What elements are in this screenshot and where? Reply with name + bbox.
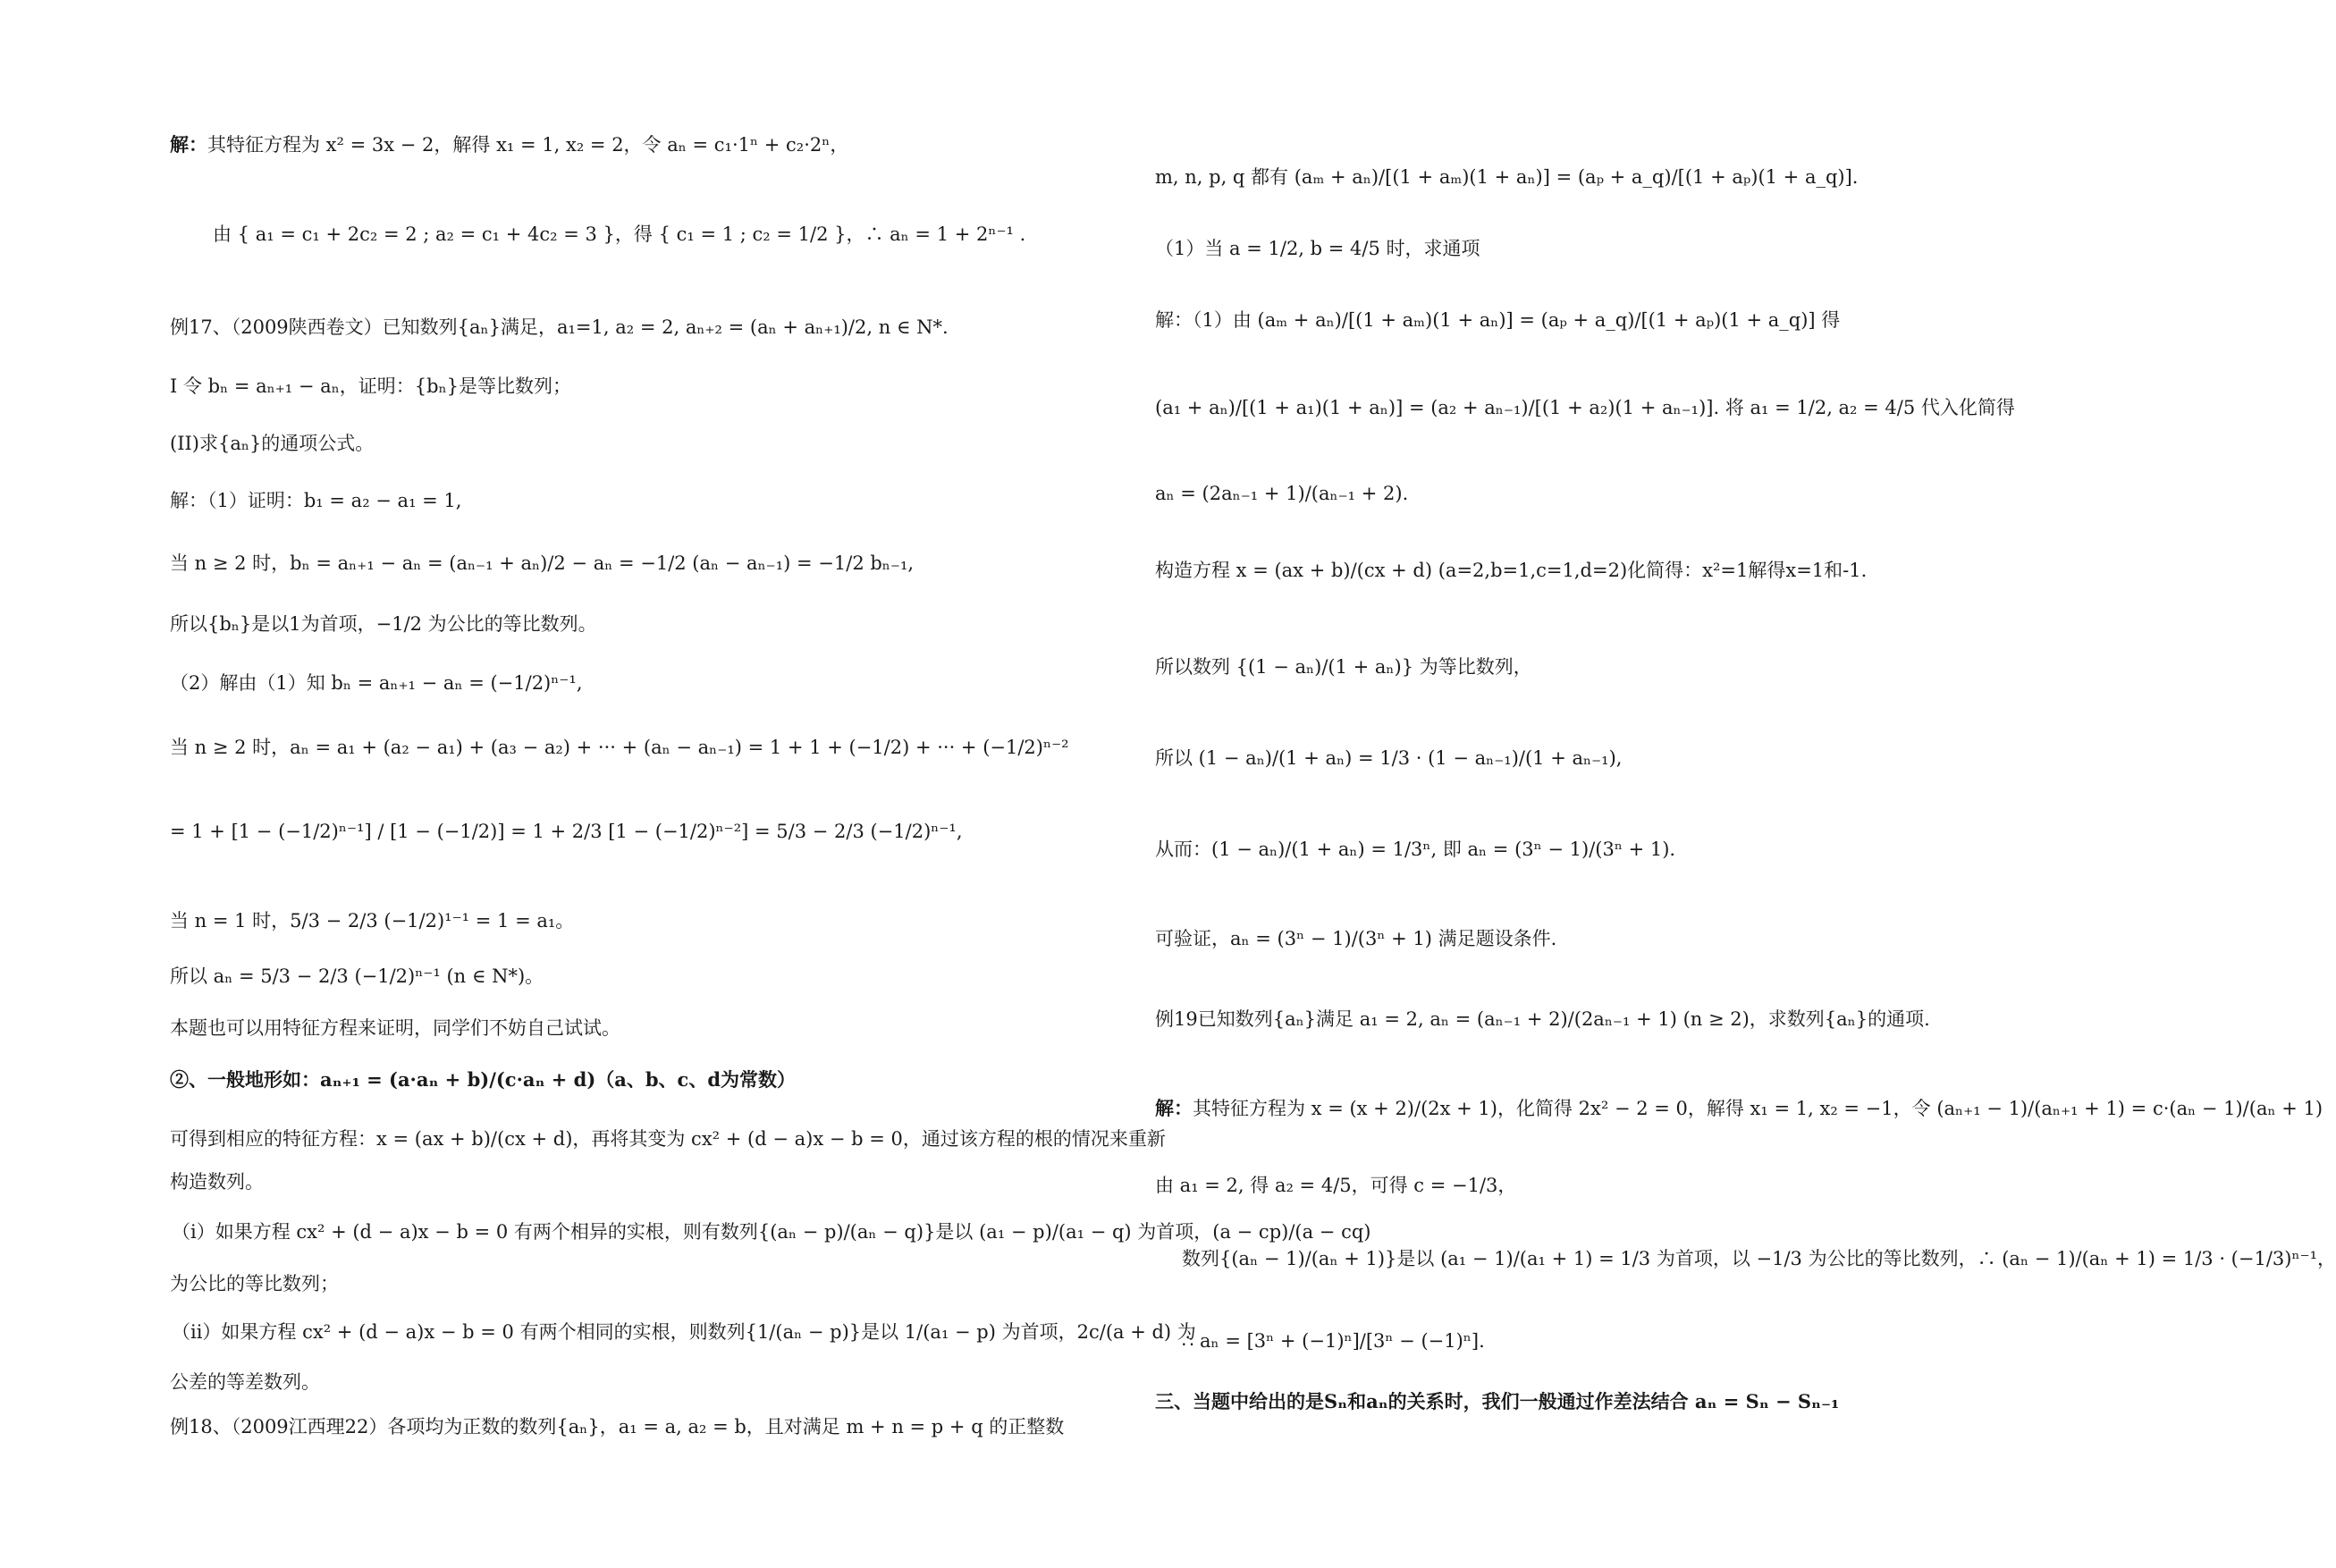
left-line-3: 例17、（2009陕西卷文）已知数列{aₙ}满足，a₁=1, a₂ = 2, aₙ₊₂ = (aₙ + aₙ₊₁)/2, n ∈ N*. xyxy=(170,316,949,338)
right-line-7: 所以数列 {(1 − aₙ)/(1 + aₙ)} 为等比数列， xyxy=(1155,656,1532,678)
left-line-22: 例18、（2009江西理22）各项均为正数的数列{aₙ}，a₁ = a, a₂ = b，且对满足 m + n = p + q 的正整数 xyxy=(170,1416,1065,1437)
right-line-4: (a₁ + aₙ)/[(1 + a₁)(1 + aₙ)] = (a₂ + aₙ₋₁)/[(1 + a₂)(1 + aₙ₋₁)]. 将 a₁ = 1/2, a₂ = 4/5 代入化简得 xyxy=(1155,397,2015,418)
left-line-16: 可得到相应的特征方程：x = (ax + b)/(cx + d)，再将其变为 cx² + (d − a)x − b = 0，通过该方程的根的情况来重新 xyxy=(170,1128,1166,1150)
left-line-20: （ii）如果方程 cx² + (d − a)x − b = 0 有两个相同的实根，则数列{1/(aₙ − p)}是以 1/(a₁ − p) 为首项，2c/(a + d) 为 xyxy=(172,1321,1196,1343)
right-line-10: 可验证，aₙ = (3ⁿ − 1)/(3ⁿ + 1) 满足题设条件. xyxy=(1155,928,1557,949)
left-line-17: 构造数列。 xyxy=(170,1171,264,1193)
left-line-4: Ⅰ 令 bₙ = aₙ₊₁ − aₙ，证明：{bₙ}是等比数列； xyxy=(170,375,572,397)
right-column xyxy=(1155,0,2336,1568)
right-line-5: aₙ = (2aₙ₋₁ + 1)/(aₙ₋₁ + 2). xyxy=(1155,483,1409,504)
right-line-9: 从而：(1 − aₙ)/(1 + aₙ) = 1/3ⁿ, 即 aₙ = (3ⁿ − 1)/(3ⁿ + 1). xyxy=(1155,839,1676,860)
left-line-19: 为公比的等比数列； xyxy=(170,1273,339,1294)
right-line-16: 三、当题中给出的是Sₙ和aₙ的关系时，我们一般通过作差法结合 aₙ = Sₙ − Sₙ₋₁ xyxy=(1155,1390,1840,1412)
left-line-12: 当 n = 1 时，5/3 − 2/3 (−1/2)¹⁻¹ = 1 = a₁。 xyxy=(170,910,575,932)
right-line-15: ∴ aₙ = [3ⁿ + (−1)ⁿ]/[3ⁿ − (−1)ⁿ]. xyxy=(1182,1330,1485,1352)
right-line-8: 所以 (1 − aₙ)/(1 + aₙ) = 1/3 · (1 − aₙ₋₁)/(1 + aₙ₋₁), xyxy=(1155,747,1623,769)
right-line-3: 解：（1）由 (aₘ + aₙ)/[(1 + aₘ)(1 + aₙ)] = (aₚ + a_q)/[(1 + aₚ)(1 + a_q)] 得 xyxy=(1155,309,1841,331)
right-line-1: m, n, p, q 都有 (aₘ + aₙ)/[(1 + aₘ)(1 + aₙ)] = (aₚ + a_q)/[(1 + aₚ)(1 + a_q)]. xyxy=(1155,166,1859,188)
solution-label: 解： xyxy=(170,133,207,156)
left-line-6: 解：（1）证明：b₁ = a₂ − a₁ = 1, xyxy=(170,490,462,511)
right-line-14: 数列{(aₙ − 1)/(aₙ + 1)}是以 (a₁ − 1)/(a₁ + 1) = 1/3 为首项，以 −1/3 为公比的等比数列，∴ (aₙ − 1)/(aₙ + 1) = 1/3 · (−1/3)ⁿ⁻¹， xyxy=(1182,1248,2336,1269)
right-line-6: 构造方程 x = (ax + b)/(cx + d) (a=2,b=1,c=1,d=2)化简得：x²=1解得x=1和-1. xyxy=(1155,560,1868,581)
solution-label: 解： xyxy=(1155,1097,1193,1119)
left-line-10: 当 n ≥ 2 时，aₙ = a₁ + (a₂ − a₁) + (a₃ − a₂) + ··· + (aₙ − aₙ₋₁) = 1 + 1 + (−1/2) + ··· + (−1/2)ⁿ⁻² xyxy=(170,737,1069,758)
left-line-1: 解：其特征方程为 x² = 3x − 2，解得 x₁ = 1, x₂ = 2，令 aₙ = c₁·1ⁿ + c₂·2ⁿ， xyxy=(170,133,849,156)
left-line-2: 由 { a₁ = c₁ + 2c₂ = 2 ; a₂ = c₁ + 4c₂ = 3 }，得 { c₁ = 1 ; c₂ = 1/2 }，∴ aₙ = 1 + 2ⁿ⁻¹ . xyxy=(213,223,1026,245)
left-line-15: ②、一般地形如：aₙ₊₁ = (a·aₙ + b)/(c·aₙ + d)（a、b、c、d为常数） xyxy=(170,1068,797,1091)
right-line-13: 由 a₁ = 2, 得 a₂ = 4/5，可得 c = −1/3， xyxy=(1155,1175,1517,1196)
left-line-14: 本题也可以用特征方程来证明，同学们不妨自己试试。 xyxy=(170,1017,620,1039)
left-line-11: = 1 + [1 − (−1/2)ⁿ⁻¹] / [1 − (−1/2)] = 1 + 2/3 [1 − (−1/2)ⁿ⁻²] = 5/3 − 2/3 (−1/2)ⁿ⁻¹, xyxy=(170,821,963,842)
left-line-9: （2）解由（1）知 bₙ = aₙ₊₁ − aₙ = (−1/2)ⁿ⁻¹, xyxy=(170,672,583,694)
left-line-13: 所以 aₙ = 5/3 − 2/3 (−1/2)ⁿ⁻¹ (n ∈ N*)。 xyxy=(170,965,544,987)
left-line-21: 公差的等差数列。 xyxy=(170,1371,320,1393)
left-line-5: (II)求{aₙ}的通项公式。 xyxy=(170,433,375,454)
left-line-8: 所以{bₙ}是以1为首项，−1/2 为公比的等比数列。 xyxy=(170,613,597,635)
right-line-12: 解：其特征方程为 x = (x + 2)/(2x + 1)，化简得 2x² − 2 = 0，解得 x₁ = 1, x₂ = −1，令 (aₙ₊₁ − 1)/(aₙ₊₁ + 1) = c·(aₙ − 1)/(aₙ + 1) xyxy=(1155,1097,2323,1119)
left-line-7: 当 n ≥ 2 时，bₙ = aₙ₊₁ − aₙ = (aₙ₋₁ + aₙ)/2 − aₙ = −1/2 (aₙ − aₙ₋₁) = −1/2 bₙ₋₁, xyxy=(170,552,915,574)
left-line-18: （i）如果方程 cx² + (d − a)x − b = 0 有两个相异的实根，则有数列{(aₙ − p)/(aₙ − q)}是以 (a₁ − p)/(a₁ − q) 为首项，(a − cp)/(a − cq) xyxy=(172,1221,1371,1243)
right-line-11: 例19已知数列{aₙ}满足 a₁ = 2, aₙ = (aₙ₋₁ + 2)/(2aₙ₋₁ + 1) (n ≥ 2)，求数列{aₙ}的通项. xyxy=(1155,1008,1930,1030)
right-line-2: （1）当 a = 1/2, b = 4/5 时，求通项 xyxy=(1155,238,1480,259)
